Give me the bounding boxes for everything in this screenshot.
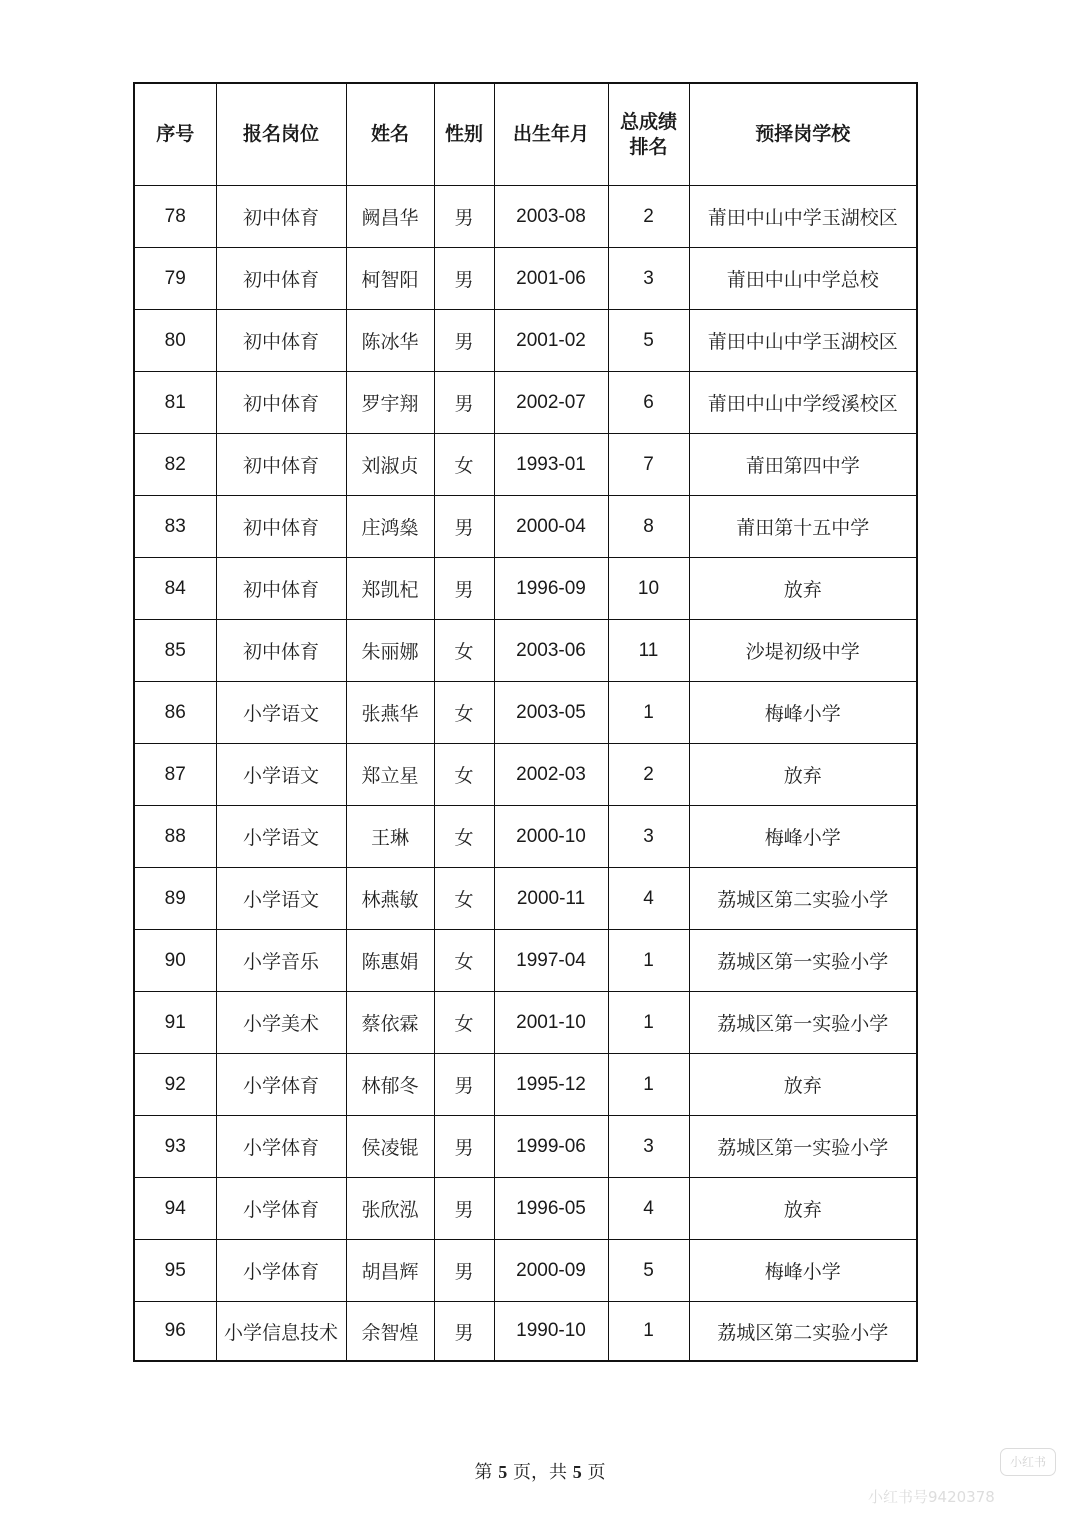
cell-gender: 男 (434, 1054, 494, 1116)
cell-school: 莆田中山中学玉湖校区 (689, 186, 917, 248)
footer-page-number: 5 (498, 1462, 508, 1482)
header-name: 姓名 (346, 83, 434, 186)
table-header (134, 83, 917, 186)
cell-school: 莆田中山中学绶溪校区 (689, 372, 917, 434)
cell-name: 阙昌华 (346, 186, 434, 248)
cell-birth: 2000-11 (494, 868, 608, 930)
cell-rank: 3 (608, 806, 689, 868)
cell-school: 放弃 (689, 744, 917, 806)
cell-position: 初中体育 (216, 310, 346, 372)
cell-birth: 1999-06 (494, 1116, 608, 1178)
cell-position: 小学美术 (216, 992, 346, 1054)
cell-school: 莆田第十五中学 (689, 496, 917, 558)
cell-rank: 11 (608, 620, 689, 682)
cell-birth: 2003-06 (494, 620, 608, 682)
cell-gender: 男 (434, 186, 494, 248)
cell-rank: 10 (608, 558, 689, 620)
table-row (134, 806, 917, 868)
cell-birth: 1997-04 (494, 930, 608, 992)
cell-school: 荔城区第一实验小学 (689, 1116, 917, 1178)
cell-seq: 87 (134, 744, 216, 806)
cell-rank: 7 (608, 434, 689, 496)
cell-name: 庄鸿燊 (346, 496, 434, 558)
cell-rank: 5 (608, 310, 689, 372)
cell-name: 刘淑贞 (346, 434, 434, 496)
roster-table (133, 82, 918, 1362)
table-row (134, 682, 917, 744)
cell-school: 沙堤初级中学 (689, 620, 917, 682)
cell-position: 初中体育 (216, 186, 346, 248)
cell-seq: 78 (134, 186, 216, 248)
header-gender: 性别 (434, 83, 494, 186)
table-row (134, 992, 917, 1054)
cell-position: 初中体育 (216, 496, 346, 558)
table-row (134, 868, 917, 930)
cell-school: 荔城区第二实验小学 (689, 868, 917, 930)
header-row (134, 83, 917, 186)
cell-name: 陈惠娟 (346, 930, 434, 992)
cell-name: 林郁冬 (346, 1054, 434, 1116)
cell-seq: 82 (134, 434, 216, 496)
cell-birth: 2000-04 (494, 496, 608, 558)
cell-name: 胡昌辉 (346, 1240, 434, 1302)
page-footer (0, 1458, 1080, 1484)
cell-gender: 男 (434, 372, 494, 434)
cell-school: 放弃 (689, 1178, 917, 1240)
table-body (134, 186, 917, 1362)
cell-gender: 男 (434, 310, 494, 372)
cell-position: 初中体育 (216, 248, 346, 310)
cell-name: 郑立星 (346, 744, 434, 806)
cell-rank: 6 (608, 372, 689, 434)
cell-name: 郑凯杞 (346, 558, 434, 620)
table-row (134, 1240, 917, 1302)
cell-school: 荔城区第一实验小学 (689, 992, 917, 1054)
table-row (134, 744, 917, 806)
cell-seq: 79 (134, 248, 216, 310)
cell-position: 小学体育 (216, 1240, 346, 1302)
cell-birth: 2001-06 (494, 248, 608, 310)
watermark-logo: 小红书 (1000, 1448, 1056, 1476)
cell-rank: 3 (608, 1116, 689, 1178)
cell-school: 梅峰小学 (689, 1240, 917, 1302)
cell-seq: 89 (134, 868, 216, 930)
cell-gender: 女 (434, 868, 494, 930)
cell-position: 小学语文 (216, 868, 346, 930)
cell-position: 小学体育 (216, 1178, 346, 1240)
cell-name: 林燕敏 (346, 868, 434, 930)
cell-rank: 1 (608, 930, 689, 992)
cell-birth: 1995-12 (494, 1054, 608, 1116)
cell-gender: 男 (434, 248, 494, 310)
table-row (134, 930, 917, 992)
cell-gender: 男 (434, 1302, 494, 1362)
cell-position: 小学信息技术 (216, 1302, 346, 1362)
cell-position: 小学语文 (216, 806, 346, 868)
cell-school: 莆田中山中学总校 (689, 248, 917, 310)
cell-gender: 男 (434, 1178, 494, 1240)
cell-seq: 88 (134, 806, 216, 868)
cell-school: 放弃 (689, 558, 917, 620)
cell-rank: 3 (608, 248, 689, 310)
cell-gender: 男 (434, 1240, 494, 1302)
cell-seq: 95 (134, 1240, 216, 1302)
cell-name: 张燕华 (346, 682, 434, 744)
cell-school: 莆田中山中学玉湖校区 (689, 310, 917, 372)
cell-position: 小学体育 (216, 1054, 346, 1116)
cell-birth: 2002-07 (494, 372, 608, 434)
table-row (134, 496, 917, 558)
cell-seq: 93 (134, 1116, 216, 1178)
header-seq: 序号 (134, 83, 216, 186)
header-rank (608, 83, 689, 186)
cell-birth: 2000-10 (494, 806, 608, 868)
cell-rank: 4 (608, 1178, 689, 1240)
cell-birth: 1996-05 (494, 1178, 608, 1240)
table-row (134, 1054, 917, 1116)
table-row (134, 186, 917, 248)
cell-gender: 女 (434, 930, 494, 992)
footer-suffix: 页 (587, 1462, 606, 1483)
cell-position: 小学语文 (216, 744, 346, 806)
table-row (134, 248, 917, 310)
cell-birth: 1996-09 (494, 558, 608, 620)
table-row (134, 434, 917, 496)
table-row (134, 558, 917, 620)
cell-gender: 女 (434, 744, 494, 806)
cell-rank: 5 (608, 1240, 689, 1302)
cell-school: 梅峰小学 (689, 682, 917, 744)
cell-seq: 90 (134, 930, 216, 992)
cell-seq: 83 (134, 496, 216, 558)
cell-birth: 2000-09 (494, 1240, 608, 1302)
cell-gender: 女 (434, 992, 494, 1054)
cell-position: 初中体育 (216, 434, 346, 496)
cell-birth: 2002-03 (494, 744, 608, 806)
cell-name: 张欣泓 (346, 1178, 434, 1240)
cell-rank: 2 (608, 186, 689, 248)
table-row (134, 372, 917, 434)
cell-rank: 1 (608, 682, 689, 744)
cell-birth: 2001-10 (494, 992, 608, 1054)
cell-name: 侯凌锟 (346, 1116, 434, 1178)
cell-birth: 1993-01 (494, 434, 608, 496)
cell-position: 初中体育 (216, 620, 346, 682)
header-school: 预择岗学校 (689, 83, 917, 186)
cell-name: 王琳 (346, 806, 434, 868)
footer-total-pages: 5 (572, 1462, 582, 1482)
cell-position: 初中体育 (216, 558, 346, 620)
cell-seq: 80 (134, 310, 216, 372)
cell-birth: 2001-02 (494, 310, 608, 372)
table-row (134, 620, 917, 682)
header-birth: 出生年月 (494, 83, 608, 186)
cell-gender: 女 (434, 620, 494, 682)
cell-position: 小学音乐 (216, 930, 346, 992)
cell-position: 小学体育 (216, 1116, 346, 1178)
cell-name: 柯智阳 (346, 248, 434, 310)
cell-name: 余智煌 (346, 1302, 434, 1362)
cell-rank: 1 (608, 992, 689, 1054)
cell-birth: 2003-08 (494, 186, 608, 248)
cell-name: 罗宇翔 (346, 372, 434, 434)
table-row (134, 310, 917, 372)
header-rank-line2: 排名 (629, 135, 668, 158)
cell-seq: 91 (134, 992, 216, 1054)
cell-school: 放弃 (689, 1054, 917, 1116)
cell-gender: 女 (434, 806, 494, 868)
cell-seq: 96 (134, 1302, 216, 1362)
cell-school: 荔城区第二实验小学 (689, 1302, 917, 1362)
cell-rank: 1 (608, 1302, 689, 1362)
cell-gender: 男 (434, 1116, 494, 1178)
cell-seq: 85 (134, 620, 216, 682)
cell-birth: 2003-05 (494, 682, 608, 744)
table-row (134, 1116, 917, 1178)
table-row (134, 1178, 917, 1240)
cell-rank: 1 (608, 1054, 689, 1116)
cell-seq: 94 (134, 1178, 216, 1240)
cell-rank: 2 (608, 744, 689, 806)
cell-rank: 4 (608, 868, 689, 930)
cell-gender: 男 (434, 558, 494, 620)
watermark-id: 小红书号9420378 (868, 1488, 995, 1506)
cell-position: 初中体育 (216, 372, 346, 434)
cell-rank: 8 (608, 496, 689, 558)
cell-name: 陈冰华 (346, 310, 434, 372)
cell-birth: 1990-10 (494, 1302, 608, 1362)
cell-school: 梅峰小学 (689, 806, 917, 868)
cell-school: 莆田第四中学 (689, 434, 917, 496)
cell-gender: 男 (434, 496, 494, 558)
cell-gender: 女 (434, 434, 494, 496)
cell-school: 荔城区第一实验小学 (689, 930, 917, 992)
cell-seq: 84 (134, 558, 216, 620)
cell-seq: 81 (134, 372, 216, 434)
header-rank-line1: 总成绩 (619, 110, 677, 133)
cell-position: 小学语文 (216, 682, 346, 744)
table-row (134, 1302, 917, 1362)
cell-name: 朱丽娜 (346, 620, 434, 682)
cell-gender: 女 (434, 682, 494, 744)
footer-middle: 页，共 (513, 1462, 567, 1483)
footer-prefix: 第 (474, 1462, 493, 1483)
cell-seq: 92 (134, 1054, 216, 1116)
cell-seq: 86 (134, 682, 216, 744)
cell-name: 蔡依霖 (346, 992, 434, 1054)
header-position: 报名岗位 (216, 83, 346, 186)
